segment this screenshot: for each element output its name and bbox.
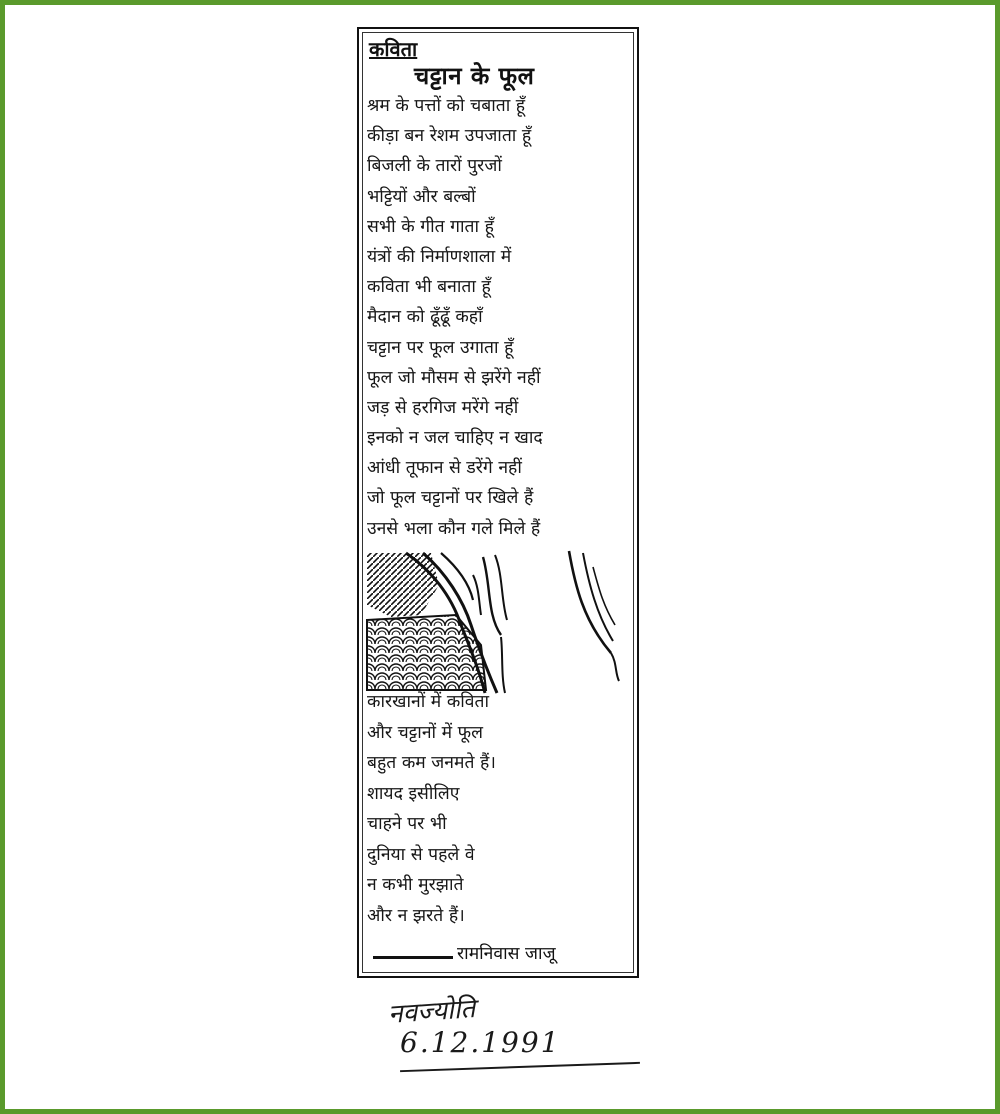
poem-line: आंधी तूफान से डरेंगे नहीं	[367, 458, 522, 479]
poem-line: भट्टियों और बल्बों	[367, 186, 476, 207]
poem-line: दुनिया से पहले वे	[367, 844, 475, 865]
poem-line: और चट्टानों में फूल	[367, 722, 484, 743]
stanza-2	[367, 687, 496, 931]
poem-line: बिजली के तारों पुरजों	[367, 156, 502, 177]
poem-line: बहुत कम जनमते हैं।	[367, 753, 496, 773]
poem-line: यंत्रों की निर्माणशाला में	[367, 246, 512, 267]
poem-line: शायद इसीलिए	[367, 783, 460, 804]
newspaper-clipping	[357, 27, 639, 978]
poem-line: फूल जो मौसम से झरेंगे नहीं	[367, 367, 541, 388]
poem-line: सभी के गीत गाता हूँ	[367, 216, 494, 237]
poem-line: और न झरते हैं।	[367, 905, 465, 926]
handwritten-annotation	[380, 988, 650, 1083]
author-name: रामनिवास जाजू	[457, 944, 556, 964]
poem-line: जड़ से हरगिज मरेंगे नहीं	[367, 397, 519, 418]
poem-line: चट्टान पर फूल उगाता हूँ	[367, 337, 514, 358]
byline-dash	[373, 956, 453, 959]
poem-line: न कभी मुरझाते	[367, 875, 464, 895]
poem-line: कविता भी बनाता हूँ	[367, 277, 491, 298]
author-byline	[369, 939, 629, 969]
poem-line: मैदान को ढूँढूँ कहाँ	[367, 307, 483, 328]
handwritten-underline	[400, 1062, 640, 1072]
handwritten-date: 6.12.1991	[400, 1026, 561, 1059]
poem-line: चाहने पर भी	[367, 814, 447, 834]
poem-line: कारखानों में कविता	[367, 692, 490, 712]
section-label: कविता	[369, 37, 418, 61]
poem-line: जो फूल चट्टानों पर खिले हैं	[367, 488, 534, 509]
poem-line: कीड़ा बन रेशम उपजाता हूँ	[367, 126, 532, 147]
poem-line: श्रम के पत्तों को चबाता हूँ	[367, 96, 526, 116]
poem-title: चट्टान के फूल	[414, 62, 535, 90]
poem-line: उनसे भला कौन गले मिले हैं	[367, 518, 541, 539]
stanza-1	[367, 91, 543, 544]
handwritten-publication: नवज्योति	[387, 993, 477, 1030]
illustration	[361, 545, 633, 695]
poem-line: इनको न जल चाहिए न खाद	[367, 428, 543, 449]
